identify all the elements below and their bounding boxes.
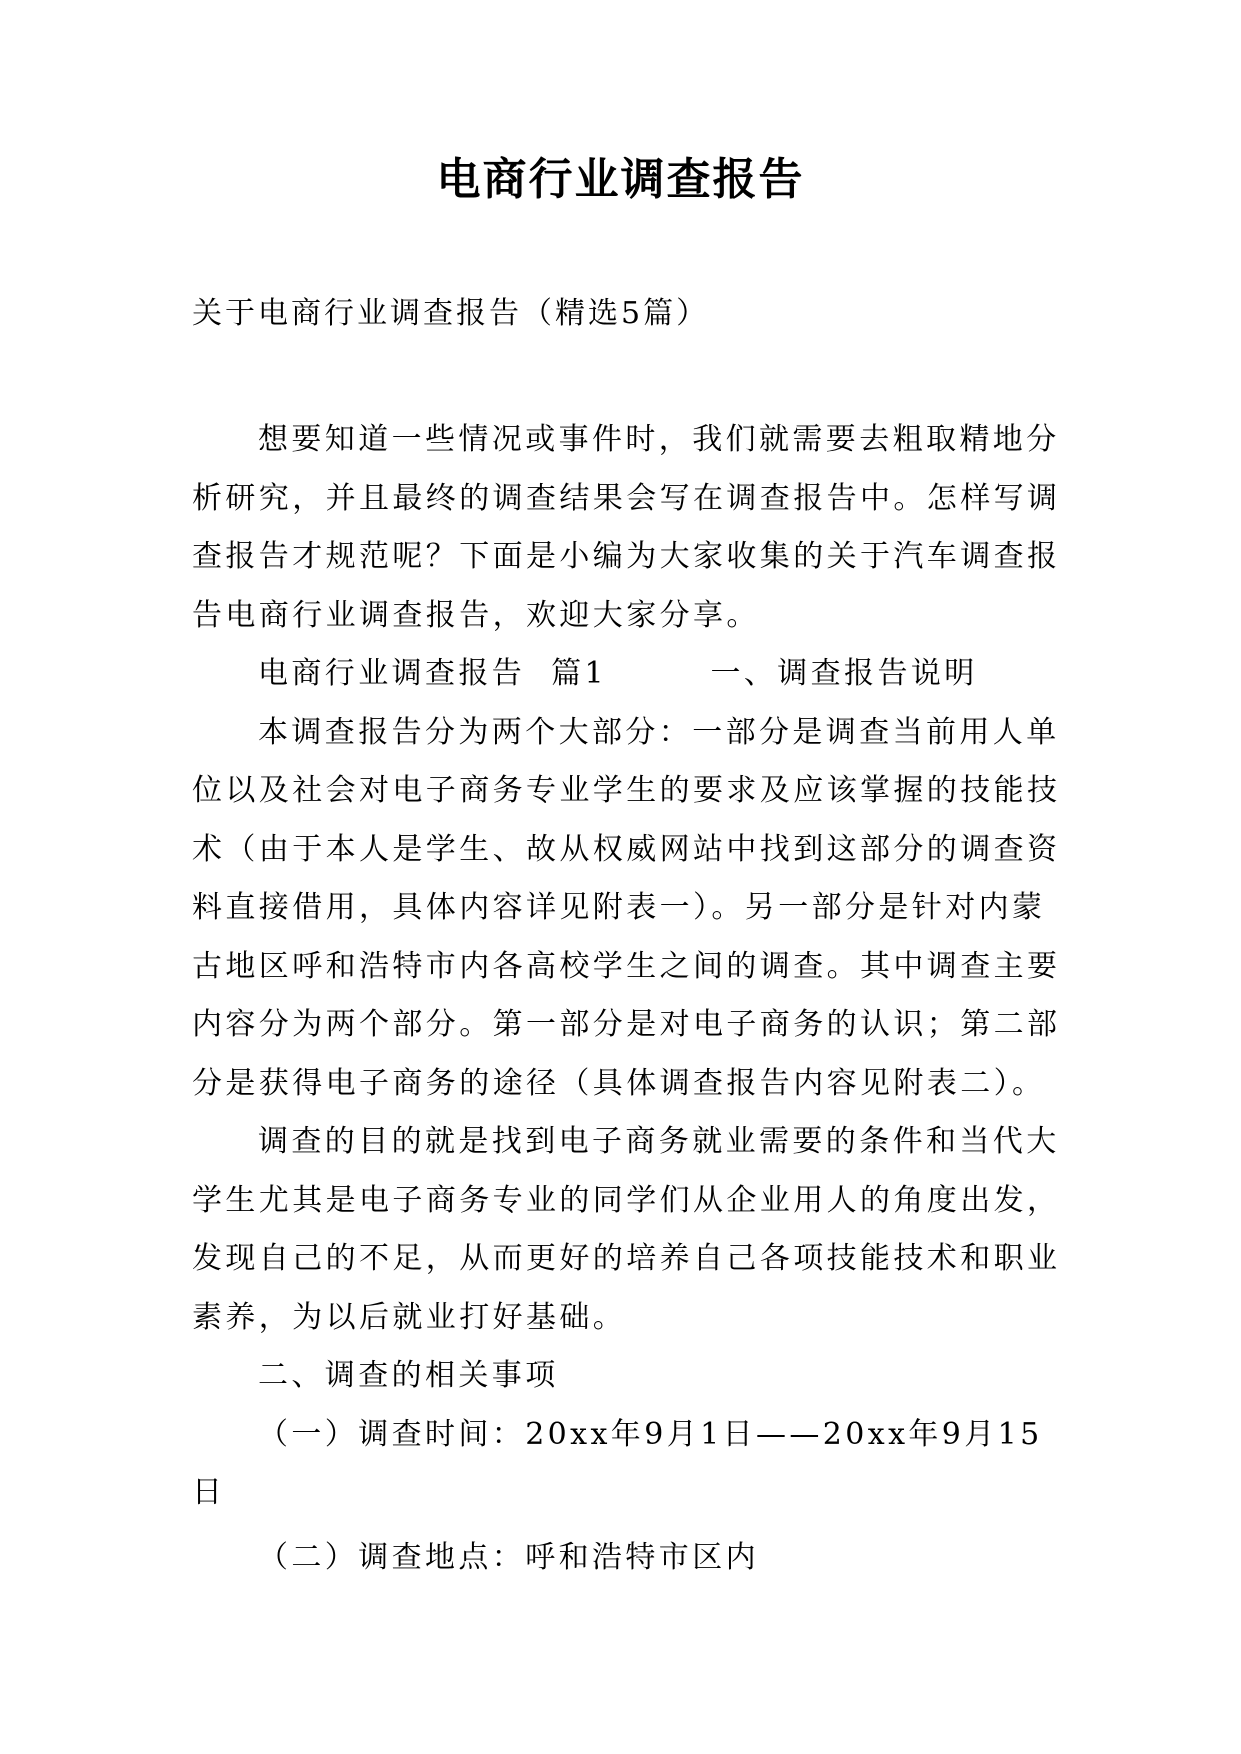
- paragraph-survey-time: （一）调查时间：20xx年9月1日——20xx年9月15日: [192, 1416, 1043, 1510]
- section-heading-related-matters: 二、调查的相关事项: [258, 1358, 559, 1393]
- paragraph-survey-purpose: 调查的目的就是找到电子商务就业需要的条件和当代大学生尤其是电子商务专业的同学们从企业用人的角度出发，发现自己的不足，从而更好的培养自己各项技能技术和职业素养，为以后就业打好基础。: [192, 1124, 1061, 1335]
- document-title: 电商行业调查报告: [436, 154, 805, 205]
- document-body: [192, 405, 1072, 1587]
- document-subtitle: 关于电商行业调查报告（精选5篇）: [192, 296, 710, 331]
- paragraph-intro: 想要知道一些情况或事件时，我们就需要去粗取精地分析研究，并且最终的调查结果会写在调查报告中。怎样写调查报告才规范呢？下面是小编为大家收集的关于汽车调查报告电商行业调查报告，欢迎大家分享。: [192, 422, 1061, 633]
- paragraph-report-structure: 本调查报告分为两个大部分：一部分是调查当前用人单位以及社会对电子商务专业学生的要求及应该掌握的技能技术（由于本人是学生、故从权威网站中找到这部分的调查资料直接借用，具体内容详见附表一）。另一部分是针对内蒙古地区呼和浩特市内各高校学生之间的调查。其中调查主要内容分为两个部分。第一部分是对电子商务的认识；第二部分是获得电子商务的途径（具体调查报告内容见附表二）。: [192, 714, 1061, 1101]
- section-heading-part1: 电商行业调查报告 篇1 一、调查报告说明: [258, 656, 978, 691]
- paragraph-survey-location: （二）调查地点：呼和浩特市区内: [258, 1539, 759, 1575]
